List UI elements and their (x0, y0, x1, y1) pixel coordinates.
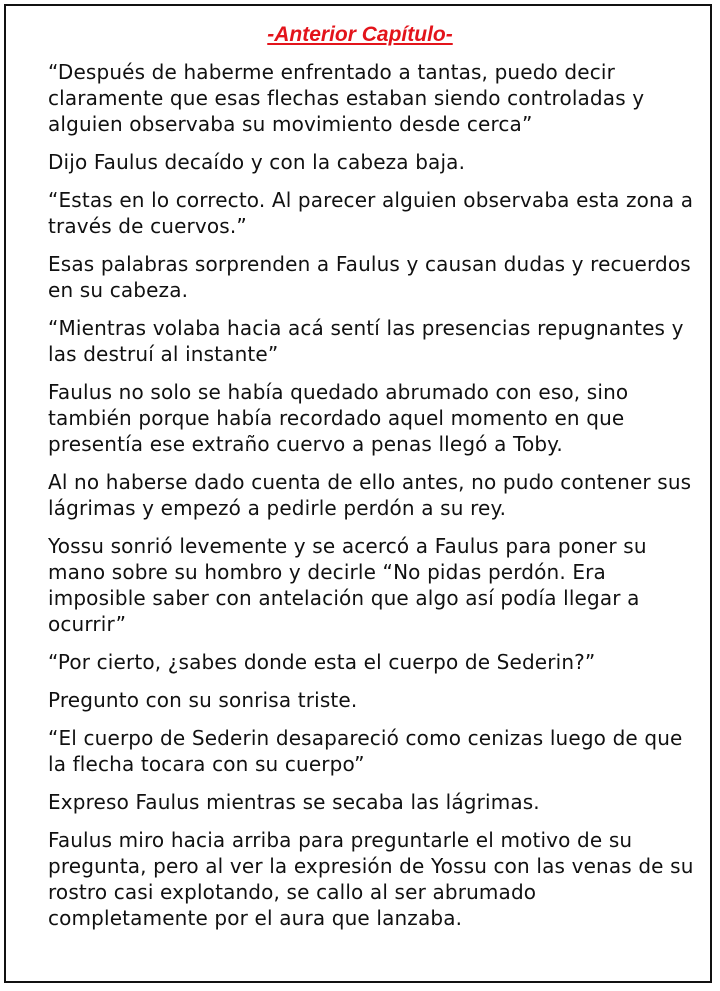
paragraph-5: “Mientras volaba hacia acá sentí las presencias repugnantes y las destruí al instante” (48, 316, 684, 366)
paragraph-3: “Estas en lo correcto. Al parecer alguien observaba esta zona a través de cuervos.” (48, 188, 694, 238)
paragraph-4: Esas palabras sorprenden a Faulus y causan dudas y recuerdos en su cabeza. (48, 252, 691, 302)
paragraph-7: Al no haberse dado cuenta de ello antes, no pudo contener sus lágrimas y empezó a pedirle perdón a su rey. (48, 470, 692, 520)
paragraph-9: “Por cierto, ¿sabes donde esta el cuerpo de Sederin?” (48, 650, 596, 674)
chapter-title: -Anterior Capítulo- (267, 23, 453, 46)
paragraph-12: Expreso Faulus mientras se secaba las lágrimas. (48, 790, 540, 814)
paragraph-2: Dijo Faulus decaído y con la cabeza baja. (48, 150, 466, 174)
story-text (48, 59, 698, 943)
paragraph-8: Yossu sonrió levemente y se acercó a Faulus para poner su mano sobre su hombro y decirle “No pidas perdón. Era imposible saber con antelación que algo así podía llegar a ocurrir” (48, 534, 647, 636)
paragraph-11: “El cuerpo de Sederin desapareció como cenizas luego de que la flecha tocara con su cuerpo” (48, 726, 683, 776)
paragraph-1: “Después de haberme enfrentado a tantas, puedo decir claramente que esas flechas estaban siendo controladas y alguien observaba su movimiento desde cerca” (48, 60, 645, 136)
paragraph-10: Pregunto con su sonrisa triste. (48, 688, 358, 712)
paragraph-13: Faulus miro hacia arriba para preguntarle el motivo de su pregunta, pero al ver la expresión de Yossu con las venas de su rostro casi explotando, se callo al ser abrumado completamente por el aura que lanzaba. (48, 828, 694, 930)
paragraph-6: Faulus no solo se había quedado abrumado con eso, sino también porque había recordado aquel momento en que presentía ese extraño cuervo a penas llegó a Toby. (48, 380, 629, 456)
